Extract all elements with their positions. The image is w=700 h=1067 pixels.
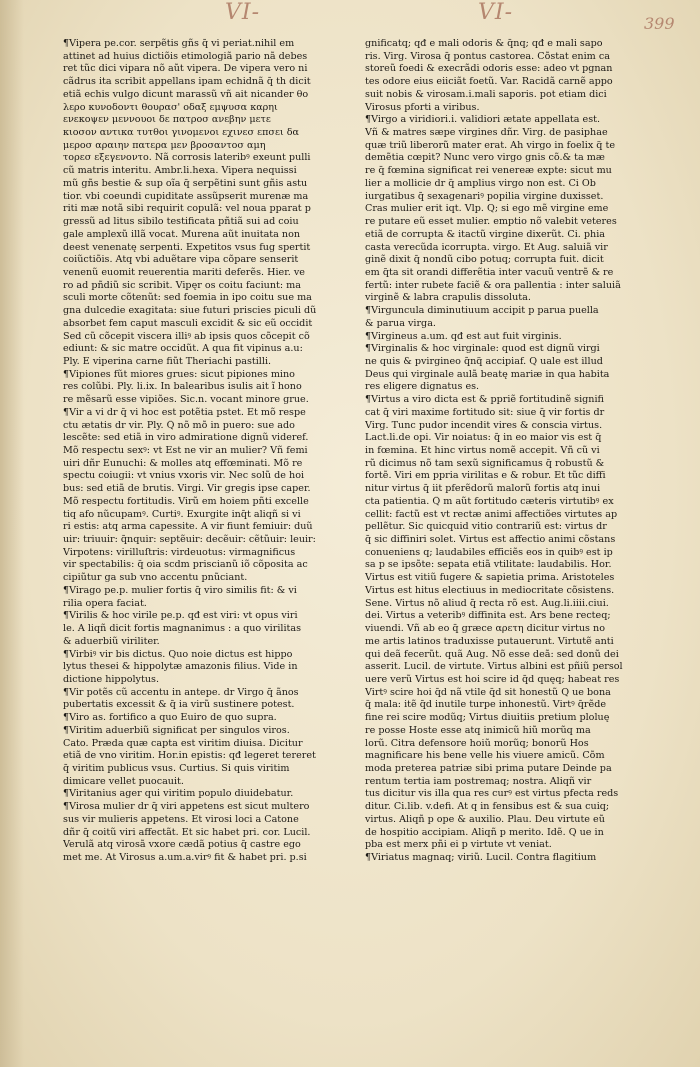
text-line: Virg. Tunc pudor incendit vires & conscia virtus. [365,419,603,431]
text-line: fine rei scire modũq; Virtus diuitiis pretium ploluę [365,712,610,724]
text-line: gressũ ad litus sibilo testificata pñtiã sui ad coiu [63,216,299,228]
text-column-left [63,38,355,1056]
text-line: & aduerbiũ viriliter. [63,635,160,647]
text-line: re q̄ fœmina significat rei venereæ expte: sicut mu [365,165,612,177]
text-line: Lact.li.de opi. Vir noiatus: q̄ in eo maior vis est q̄ [365,432,602,444]
text-line: uiri dñr Eunuchi: & molles atq effœminati. Mõ re [63,457,303,469]
text-line: etiã de corrupta & itactũ virgine dixerũt. Ci. phia [365,228,606,240]
text-line: κιοσον αντικα τυτθοι γινομενοι εχινεσ επσει δα [63,127,299,139]
text-line: magnificare his bene velle his viuere amicũ. Cõm [365,750,605,762]
text-line: q̄ viritim publicus vsus. Curtius. Si quis viritim [63,762,290,774]
text-line: Virtꝰ scire hoi q̄d nã vtile q̄d sit honestũ Q ue bona [365,686,611,698]
text-line: bus: sed etiã de brutis. Virgi. Vir gregis ipse caper. [63,483,311,495]
text-line: le. A liqñ dicit fortis magnanimus : a quo virilitas [63,623,302,635]
text-line: Ply. E viperina carne fiũt Theriachi pastilli. [63,355,272,367]
text-line: lytus thesei & hippolytæ amazonis filius. Vide in [63,661,298,673]
text-line: Virpotens: virilluſtris: virdeuotus: virmagnificus [63,546,296,558]
text-line: gna dulcedie exagitata: siue futuri priscies piculi dũ [63,305,317,317]
text-line: fortẽ. Viri em ppria virilitas e & robur. Et tũc diffi [365,470,606,482]
text-line: ret tũc dici vipara nõ aũt vipera. De vipera vero ni [63,63,308,75]
text-line: ¶Virguncula diminutiuum accipit p parua puella [365,305,599,317]
text-line: asserit. Lucil. de virtute. Virtus albini est pñiũ persol [365,661,623,673]
text-line: etiã de vno viritim. Hor.in epistis: qđ legeret tereret [63,750,316,762]
text-line: met me. At Virosus a.um.a.virꝰ fit & habet pri. p.si [63,852,307,863]
text-line: τορεσ εξεγενοντο. Nã corrosis lateribꝰ exeunt pulli [63,152,311,164]
text-line: tior. vbi coeundi cupiditate assũpserit murenæ ma [63,190,309,202]
text-line: demẽtia cœpit? Nunc vero virgo gnis cõ.& ta mæ [365,152,605,164]
text-line: ginẽ dixit q̄ nondũ cibo potuq; corrupta fuit. dicit [365,254,604,266]
text-line: ris. Virg. Virosa q̄ pontus castorea. Cõstat enim ca [365,50,610,62]
text-line: ro ad pñdiũ sic scribit. Vipęr os coitu faciunt: ma [63,279,301,291]
text-line: suit nobis & virosam.i.mali saporis. pot etiam dici [365,88,607,100]
text-line: ¶Viro as. fortifico a quo Euiro de quo supra. [63,712,277,724]
text-line: ¶Virago pe.p. mulier fortis q̄ viro similis fit: & vi [63,584,297,596]
text-line: ¶Viritim aduerbiũ significat per singulos viros. [63,724,290,736]
text-line: Deus qui virginale aulã beatę mariæ in qua habita [365,368,610,380]
text-line: ¶Vir a vi dr q̄ vi hoc est potẽtia pstet. Et mõ respe [63,406,306,418]
text-line: spectu coiugii: vt vnius vxoris vir. Nec solũ de hoi [63,470,305,482]
text-line: re putare eũ esset mulier. emptio nõ valebit veteres [365,216,617,228]
text-column-right [365,38,657,1056]
text-line: mũ gñs bestie & sup oĩa q̄ serpẽtini sunt gñis astu [63,177,308,189]
text-line: Mõ respectu fortitudis. Virũ em hoiem pñti excelle [63,495,309,507]
text-line: ¶Viritanius ager qui viritim populo diuidebatur. [63,788,294,800]
text-line: ne quis & pvirgineo q̄nq̃ accipiaf. Q uale est illud [365,355,603,367]
text-line: Verulã atq virosã vxore cædã potius q̄ castre ego [63,839,301,851]
text-line: ¶Virtus a viro dicta est & ppriẽ fortitudinẽ signifi [365,394,604,406]
text-line: dñr q̄ coitũ viri affectãt. Et sic habet pri. cor. Lucil. [63,826,311,838]
margin-note-left: VI- [225,0,261,25]
text-line: re mẽsarũ esse vipiões. Sic.n. vocant minore grue. [63,394,309,406]
text-line: casta verecũda icorrupta. virgo. Et Aug. saluiã vir [365,241,608,253]
text-line: ¶Vipiones fũt miores grues: sicut pipiones mino [63,368,295,380]
text-line: dictione hippolytus. [63,673,159,685]
text-line: ri estis: atq arma capessite. A vir fiunt femiuir: duũ [63,521,313,533]
text-line: ctu ætatis dr vir. Ply. Q̄ nõ mõ in puero: sue ado [63,419,295,431]
text-line: rũ dicimus nõ tam sexũ significamus q̄ robustũ & [365,457,605,469]
text-line: sus vir mulieris appetens. Et virosi loci a Catone [63,813,299,825]
text-line: uere verũ Virtus est hoi scire id q̄d quęq; habeat res [365,673,620,685]
text-line: res colũbi. Ply. li.ix. In balearibus isulis ait ĩ hono [63,381,302,393]
text-line: lier a mollicie dr q̄ amplius virgo non est. Ci Ob [365,177,596,189]
text-line: λερο κυνοδοντι θουρασ' οδαξ εμψυσα καρηι [63,101,278,113]
text-line: storeũ foedi & execrãdi odoris esse: adeo vt pgnan [365,63,613,75]
text-line: ενεκοψεν μεννουοι δε πατροσ ανεβην μετε [63,114,271,126]
text-line: qui deã fecerũt. quã Aug. Nõ esse deã: sed donũ dei [365,648,619,660]
text-line: virtus. Aliqñ p ope & auxilio. Plau. Deu virtute eũ [365,813,605,825]
text-line: dei. Virtus a veteribꝰ diffinita est. Ars bene recteq; [365,610,611,622]
text-line: iurgatibus q̄ sexagenariꝰ popilia virgine duxisset. [365,190,604,202]
text-line: Virtus est hitus electiuus in mediocritate cõsistens. [365,584,615,596]
text-line: ¶Virginalis & hoc virginale: quod est dignũ virgi [365,343,600,355]
text-line: venenũ euomit reuerentia mariti deferẽs. Hier. ve [63,266,305,278]
text-line: coiũctiõis. Atq vbi aduẽtare vipa cõpare senserit [63,254,299,266]
text-line: moda preterea patriæ sibi prima putare Deinde pa [365,762,612,774]
text-line: ¶Viriatus magnaq; viriũ. Lucil. Contra flagitium [365,852,597,863]
text-line: pba est merx pñi ei p virtute vt veniat. [365,839,552,851]
paper-edge-shadow [0,0,24,1067]
text-line: dimicare vellet puocauit. [63,775,184,787]
text-line: em q̃ta sit orandi differẽtia inter vacuũ ventrẽ & re [365,266,614,278]
text-line: gale amplexũ illã vocat. Murena aũt inuitata non [63,228,301,240]
text-line: cãdrus ita scribit appellans ipam echidnã q̄ th dicit [63,76,311,88]
text-line: viuendi. Vñ ab eo q̄ græce αρετη dicitur virtus no [365,623,605,635]
text-line: quæ triũ liberorũ mater erat. Ah virgo in foelix q̃ te [365,139,615,151]
text-line: ¶Virosa mulier dr q̄ viri appetens est sicut multero [63,801,310,813]
text-line: sa p se ipsõte: sepata etiã vtilitate: laudabilis. Hor. [365,559,612,571]
text-line: ¶Vipera pe.cor. serpẽtis gñs q̄ vi periat.nihil em [63,38,295,49]
text-line: absorbet fem caput masculi excidit & sic eũ occidit [63,317,313,329]
text-line: lorũ. Citra defensore hoiũ morũq; bonorũ Hos [365,737,589,749]
text-line: me artis latinos traduxisse putauerunt. Virtutẽ anti [365,635,614,647]
text-line: q̄ mala: itẽ q̄d inutile turpe inhonestũ. Virtꝰ q̄rẽde [365,699,607,711]
text-line: Cato. Præda quæ capta est viritim diuisa. Dicitur [63,737,303,749]
text-line: rilia opera faciat. [63,597,147,609]
text-line: Sene. Virtus nõ aliud q̄ recta rõ est. Aug.li.iiii.ciui. [365,597,609,609]
text-line: etiã echis vulgo dicunt marassũ vñ ait nicander θο [63,88,309,100]
text-line: cat q̄ viri maxime fortitudo sit: siue q̄ vir fortis dr [365,406,605,418]
text-line: rentum tertia iam postremaq; nostra. Aliqñ vir [365,775,592,787]
text-line: lescẽte: sed etiã in viro admiratione dignũ videref. [63,432,309,444]
text-line: gnificatq; qđ e mali odoris & q̄nq; qđ e mali sapo [365,38,603,49]
text-line: ¶Virbiꝰ vir bis dictus. Quo noie dictus est hippo [63,648,293,660]
folio-number: 399 [644,14,675,33]
text-line: ditur. Ci.lib. v.defi. At q in fensibus est & sua cuiq; [365,801,610,813]
text-line: cta patientia. Q̄ m aũt fortitudo cæteris virtutibꝰ ex [365,495,614,507]
text-line: pellẽtur. Sic quicquid vitio contrariũ est: virtus dr [365,521,607,533]
text-line: ¶Virilis & hoc virile pe.p. qđ est viri: vt opus viri [63,610,298,622]
text-line: cũ matris interitu. Ambr.li.hexa. Vipera nequissi [63,165,297,177]
text-line: nitur virtus q̄ iit pferẽdorũ malorũ fortis atq inui [365,483,601,495]
text-line: Cras mulier erit iqt. Vlp. Q; si ego mẽ virgine eme [365,203,609,215]
text-line: tus dicitur vis illa qua res curꝰ est virtus pfecta reds [365,788,619,800]
text-line: Virosus pforti a viribus. [365,101,480,113]
text-line: Virtus est vitiũ fugere & sapietia prima. Aristoteles [365,572,615,584]
text-line: deest venenatę serpenti. Expetitos vsus fug spertit [63,241,311,253]
text-line: attinet ad huius dictiõis etimologiã pario nã debes [63,50,308,62]
margin-note-right: VI- [478,0,514,25]
text-line: res eligere dignatus es. [365,381,480,393]
text-line: & parua virga. [365,317,436,329]
text-line: uir: triuuir: q̄nquir: septẽuir: decẽuir: cẽtũuir: leuir: [63,534,316,546]
text-line: cipiũtur ga sub vno accentu pnũciant. [63,572,248,584]
text-line: vir spectabilis: q̄ oia scdm priscianũ iõ cõposita ac [63,559,308,571]
text-line: re posse Hoste esse atq inimicũ hiũ morũq ma [365,724,591,736]
text-line: sculi morte cõtenũt: sed foemia in ipo coitu sue ma [63,292,312,304]
text-line: riti mæ notã sibi requirit copulã: vel noua pparat p [63,203,311,215]
text-line: ¶Virgo a viridiori.i. validiori ætate appellata est. [365,114,601,126]
text-line: tes odore eius eiiciãt foetũ. Var. Racidã carnẽ appo [365,76,613,88]
text-line: Vñ & matres sæpe virgines dñr. Virg. de pasiphae [365,127,608,139]
text-line: fertũ: inter rubete faciẽ & ora pallentia : inter saluiã [365,279,621,291]
text-line: de hospitio accipiam. Aliqñ p merito. Idẽ. Q ue in [365,826,604,838]
text-line: conueniens q; laudabiles efficiẽs eos in quibꝰ est ip [365,546,613,558]
text-line: Mõ respectu sexꝰ: vt Est ne vir an mulier? Vñ femi [63,445,308,456]
text-line: μεροσ αραιην πατερα μεν βροσαντοσ αμη [63,139,266,151]
text-line: q̄ sic diffiniri solet. Virtus est affectio animi cõstans [365,534,616,546]
text-line: virginẽ & labra crapulis dissoluta. [365,292,531,304]
text-line: tiq afo nũcupamꝰ. Curtiꝰ. Exurgite inq̄t aliqñ si vi [63,508,301,520]
text-line: cellit: factũ est vt rectæ animi affectiões virtutes ap [365,508,618,520]
text-line: ¶Vir potẽs cũ accentu in antepe. dr Virgo q̄ ãnos [63,686,299,698]
text-line: pubertatis excessit & q̄ ia virũ sustinere potest. [63,699,295,711]
text-line: ediunt: & sic matre occidũt. A qua fit vipinus a.u: [63,343,303,355]
text-line: Sed cũ cõcepit viscera illiꝰ ab ipsis quos cõcepit cõ [63,330,310,342]
text-line: in fœmina. Et hinc virtus nomẽ accepit. Vñ cũ vi [365,445,600,456]
text-line: ¶Virgineus a.um. qđ est aut fuit virginis. [365,330,562,342]
